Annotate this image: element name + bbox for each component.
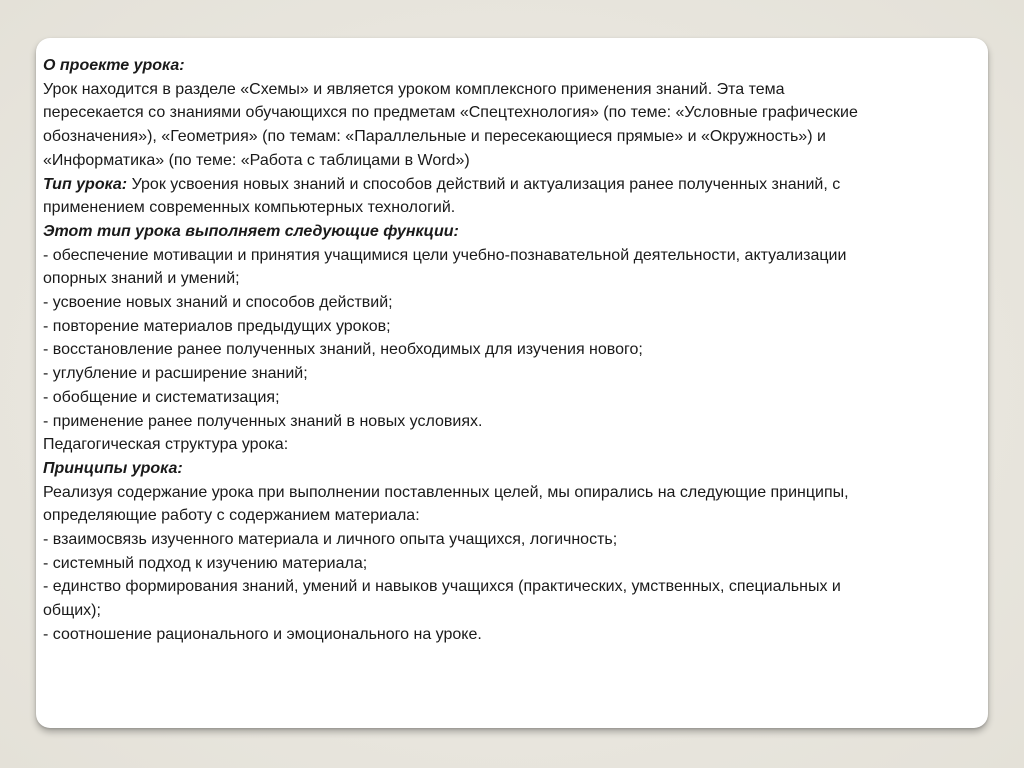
principles-item: - единство формирования знаний, умений и навыков учащихся (практических, умственных, специальных и [43, 578, 841, 596]
functions-item: - восстановление ранее полученных знаний, необходимых для изучения нового; [43, 341, 643, 359]
functions-item: - применение ранее полученных знаний в новых условиях. [43, 412, 483, 430]
functions-item: опорных знаний и умений; [43, 270, 240, 288]
principles-heading: Принципы урока: [43, 459, 183, 477]
principles-item: - соотношение рационального и эмоционального на уроке. [43, 625, 482, 643]
principles-intro-line: определяющие работу с содержанием материала: [43, 507, 420, 525]
lesson-type-text-cont: применением современных компьютерных технологий. [43, 199, 456, 217]
about-text-line: пересекается со знаниями обучающихся по предметам «Спецтехнология» (по теме: «Условные графические [43, 104, 858, 122]
about-text-line: Урок находится в разделе «Схемы» и является уроком комплексного применения знаний. Эта тема [43, 80, 785, 98]
lesson-type-label: Тип урока: [43, 175, 128, 193]
functions-item: - усвоение новых знаний и способов действий; [43, 294, 393, 312]
principles-intro-line: Реализуя содержание урока при выполнении поставленных целей, мы опирались на следующие принципы, [43, 483, 849, 501]
functions-heading: Этот тип урока выполняет следующие функции: [43, 222, 459, 240]
functions-item: - обобщение и систематизация; [43, 388, 280, 406]
lesson-type-line [43, 173, 976, 197]
lesson-type-text: Урок усвоения новых знаний и способов действий и актуализация ранее полученных знаний, с [127, 175, 841, 193]
about-heading: О проекте урока: [43, 57, 185, 74]
about-text-line: «Информатика» (по теме: «Работа с таблицами в Word») [43, 151, 470, 169]
structure-line: Педагогическая структура урока: [43, 436, 289, 454]
functions-item: - обеспечение мотивации и принятия учащимися цели учебно-познавательной деятельности, актуализации [43, 246, 847, 264]
about-text-line: обозначения»), «Геометрия» (по темам: «Параллельные и пересекающиеся прямые» и «Окружность») и [43, 128, 826, 146]
slide-card [36, 38, 988, 728]
principles-item: - взаимосвязь изученного материала и личного опыта учащихся, логичность; [43, 531, 618, 549]
principles-item: - системный подход к изучению материала; [43, 554, 368, 572]
functions-item: - повторение материалов предыдущих уроков; [43, 317, 391, 335]
slide-text [43, 54, 976, 647]
principles-item: общих); [43, 602, 101, 620]
functions-item: - углубление и расширение знаний; [43, 365, 308, 383]
